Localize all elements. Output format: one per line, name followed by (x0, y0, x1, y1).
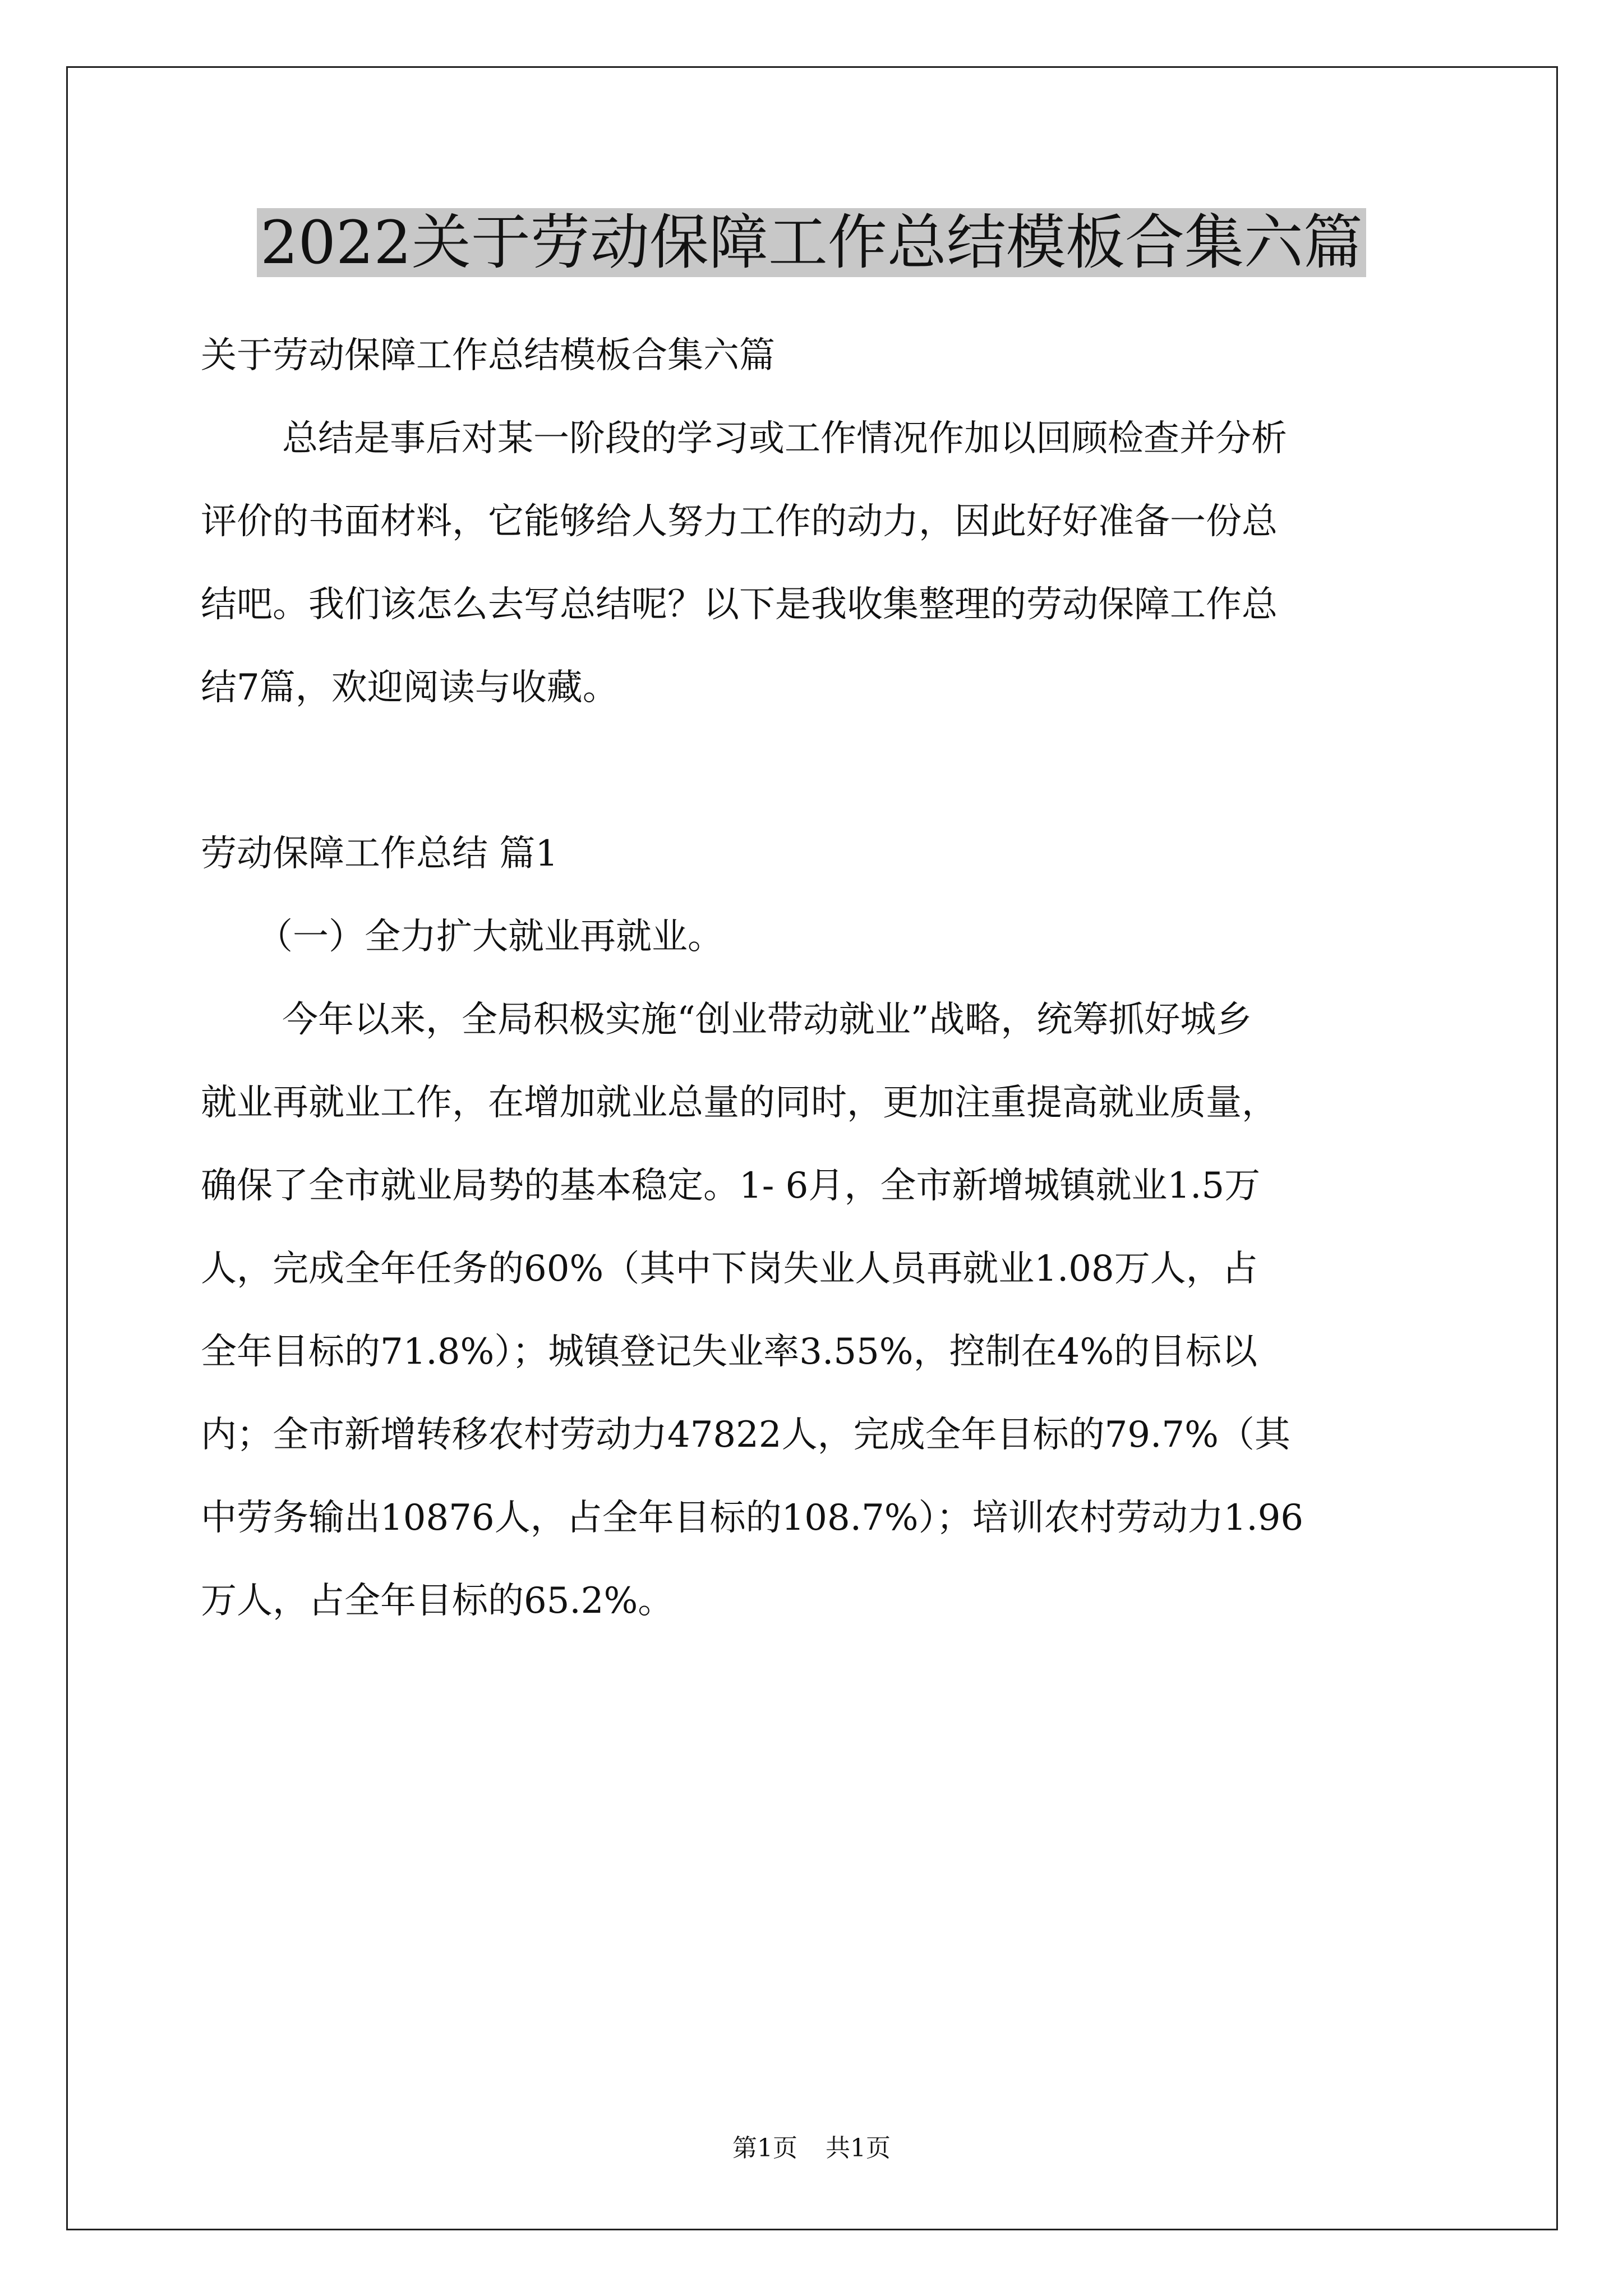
page-number: 第1页 (732, 2134, 797, 2162)
page-total: 共1页 (826, 2134, 891, 2162)
body-line-3: 确保了全市就业局势的基本稳定。1- 6月，全市新增城镇就业1.5万 (201, 1165, 1261, 1207)
section-heading: 劳动保障工作总结 篇1 (201, 833, 559, 875)
body-line-6: 内；全市新增转移农村劳动力47822人，完成全年目标的79.7%（其 (201, 1414, 1290, 1456)
document-title-text: 2022关于劳动保障工作总结模板合集六篇 (257, 208, 1366, 277)
document-body (201, 314, 1423, 1642)
paragraph-spacer (201, 729, 1423, 812)
document-title (0, 201, 1623, 285)
body-line-5: 全年目标的71.8%）；城镇登记失业率3.55%，控制在4%的目标以 (201, 1331, 1258, 1373)
intro-line-2: 评价的书面材料，它能够给人努力工作的动力，因此好好准备一份总 (201, 501, 1278, 542)
body-line-1: 今年以来，全局积极实施“创业带动就业”战略，统筹抓好城乡 (282, 999, 1252, 1041)
body-line-7: 中劳务输出10876人，占全年目标的108.7%）；培训农村劳动力1.96 (201, 1497, 1304, 1539)
subsection-heading: （一）全力扩大就业再就业。 (257, 916, 723, 958)
subtitle: 关于劳动保障工作总结模板合集六篇 (201, 335, 775, 376)
body-line-2: 就业再就业工作，在增加就业总量的同时，更加注重提高就业质量， (201, 1082, 1278, 1124)
intro-line-3: 结吧。我们该怎么去写总结呢？以下是我收集整理的劳动保障工作总 (201, 584, 1278, 625)
page-footer (0, 2132, 1623, 2165)
body-line-4: 人，完成全年任务的60%（其中下岗失业人员再就业1.08万人，占 (201, 1248, 1258, 1290)
body-line-8: 万人，占全年目标的65.2%。 (201, 1580, 674, 1622)
intro-line-1: 总结是事后对某一阶段的学习或工作情况作加以回顾检查并分析 (282, 418, 1287, 459)
intro-line-4: 结7篇，欢迎阅读与收藏。 (201, 667, 619, 708)
